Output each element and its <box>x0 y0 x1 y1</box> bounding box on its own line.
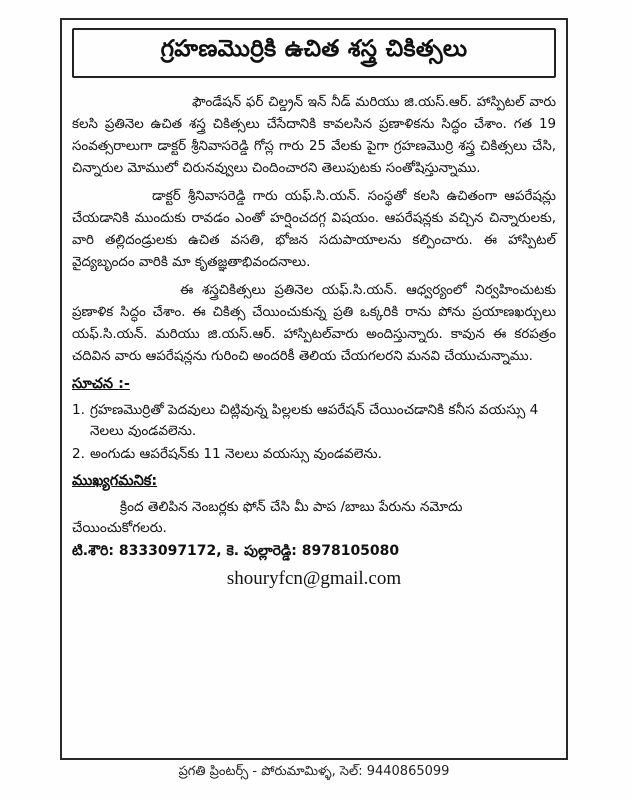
printer-footer: ప్రగతి ప్రింటర్స్ - పోరుమామిళ్ళ, సెల్: 9440865099 <box>178 764 450 779</box>
paragraph-doctor-text: డాక్టర్ శ్రీనివాసరెడ్డి గారు యఫ్.సి.యన్. సంస్థతో కలసి ఉచితంగా ఆపరేషన్లు చేయడానికి ముందుకు రావడం ఎంతో హర్షించదగ్గ విషయం. ఆపరేషన్లకు వచ్చిన చిన్నారులకు, వారి తల్లిదండ్రులకు ఉచిత వసతి, భోజన సదుపాయాలను కల్పించారు. ఈ హాస్పిటల్ వైద్యబృందం వారికి మా కృతజ్ఞతాభివందనాలు. <box>72 189 556 270</box>
important-heading: ముఖ్యగమనిక: <box>72 473 158 489</box>
paragraph-monthly <box>72 280 556 368</box>
notice-item-text: గ్రహణమొర్రితో పెదవులు చిట్లివున్న పిల్లలకు ఆపరేషన్ చేయించడానికి కనీస వయస్సు 4 నెలలు వుండవలెను. <box>90 402 539 439</box>
paragraph-doctor <box>72 186 556 274</box>
notice-item-number: 1. <box>72 402 85 418</box>
email-address: shouryfcn@gmail.com <box>226 568 402 589</box>
important-note <box>72 497 556 539</box>
notice-item <box>72 400 556 442</box>
notice-item <box>72 444 556 465</box>
notice-heading: సూచన :- <box>72 376 130 392</box>
contact-numbers: టి.శౌరి: 8333097172, కె. పుల్లారెడ్డి: 8978105080 <box>72 543 400 559</box>
pamphlet-title: గ్రహణమొర్రికి ఉచిత శస్త్ర చికిత్సలు <box>72 28 556 78</box>
notice-item-number: 2. <box>72 446 85 462</box>
notice-item-text: అంగుడు ఆపరేషన్‌కు 11 నెలలు వయస్సు వుండవలెను. <box>90 446 382 462</box>
paragraph-intro-text: ఫౌండేషన్ ఫర్ చిల్డ్రన్ ఇన్ నీడ్ మరియు జి.యస్.ఆర్. హాస్పిటల్ వారు కలసి ప్రతినెల ఉచిత శస్త్ర చికిత్సలు చేసేదానికి కావలసిన ప్రణాళికను సిద్ధం చేశాం. గత 19 సంవత్సరాలుగా డాక్టర్ శ్రీనివాసరెడ్డి గోస్ల గారు 25 వేలకు పైగా గ్రహణమొర్రి శస్త్ర చికిత్సలు చేసి, చిన్నారుల మోములో చిరునవ్వులు చిందించారని తెలుపుటకు సంతోషిస్తున్నాము. <box>72 95 556 176</box>
important-note-text: క్రింద తెలిపిన నెంబర్లకు ఫోన్ చేసి మీ పాప /బాబు పేరును నమోదు చేయించుకోగలరు. <box>72 499 463 536</box>
paragraph-monthly-text: ఈ శస్త్రచికిత్సలు ప్రతినెల యఫ్.సి.యన్. ఆధ్వర్యంలో నిర్వహించుటకు ప్రణాళిక సిద్ధం చేశాం. ఈ చికిత్స చేయించుకున్న ప్రతి ఒక్కరికి రాను పోను ప్రయాణఖర్చులు యఫ్.సి.యన్. మరియు జి.యస్.ఆర్. హాస్పిటల్‌వారు అందిస్తున్నారు. కావున ఈ కరపత్రం చదివిన వారు ఆపరేషన్లను గురించి అందరికీ తెలియ చేయగలరని మనవి చేయుచున్నాము. <box>72 283 556 364</box>
paragraph-intro <box>72 92 556 180</box>
pamphlet-frame <box>60 18 568 760</box>
